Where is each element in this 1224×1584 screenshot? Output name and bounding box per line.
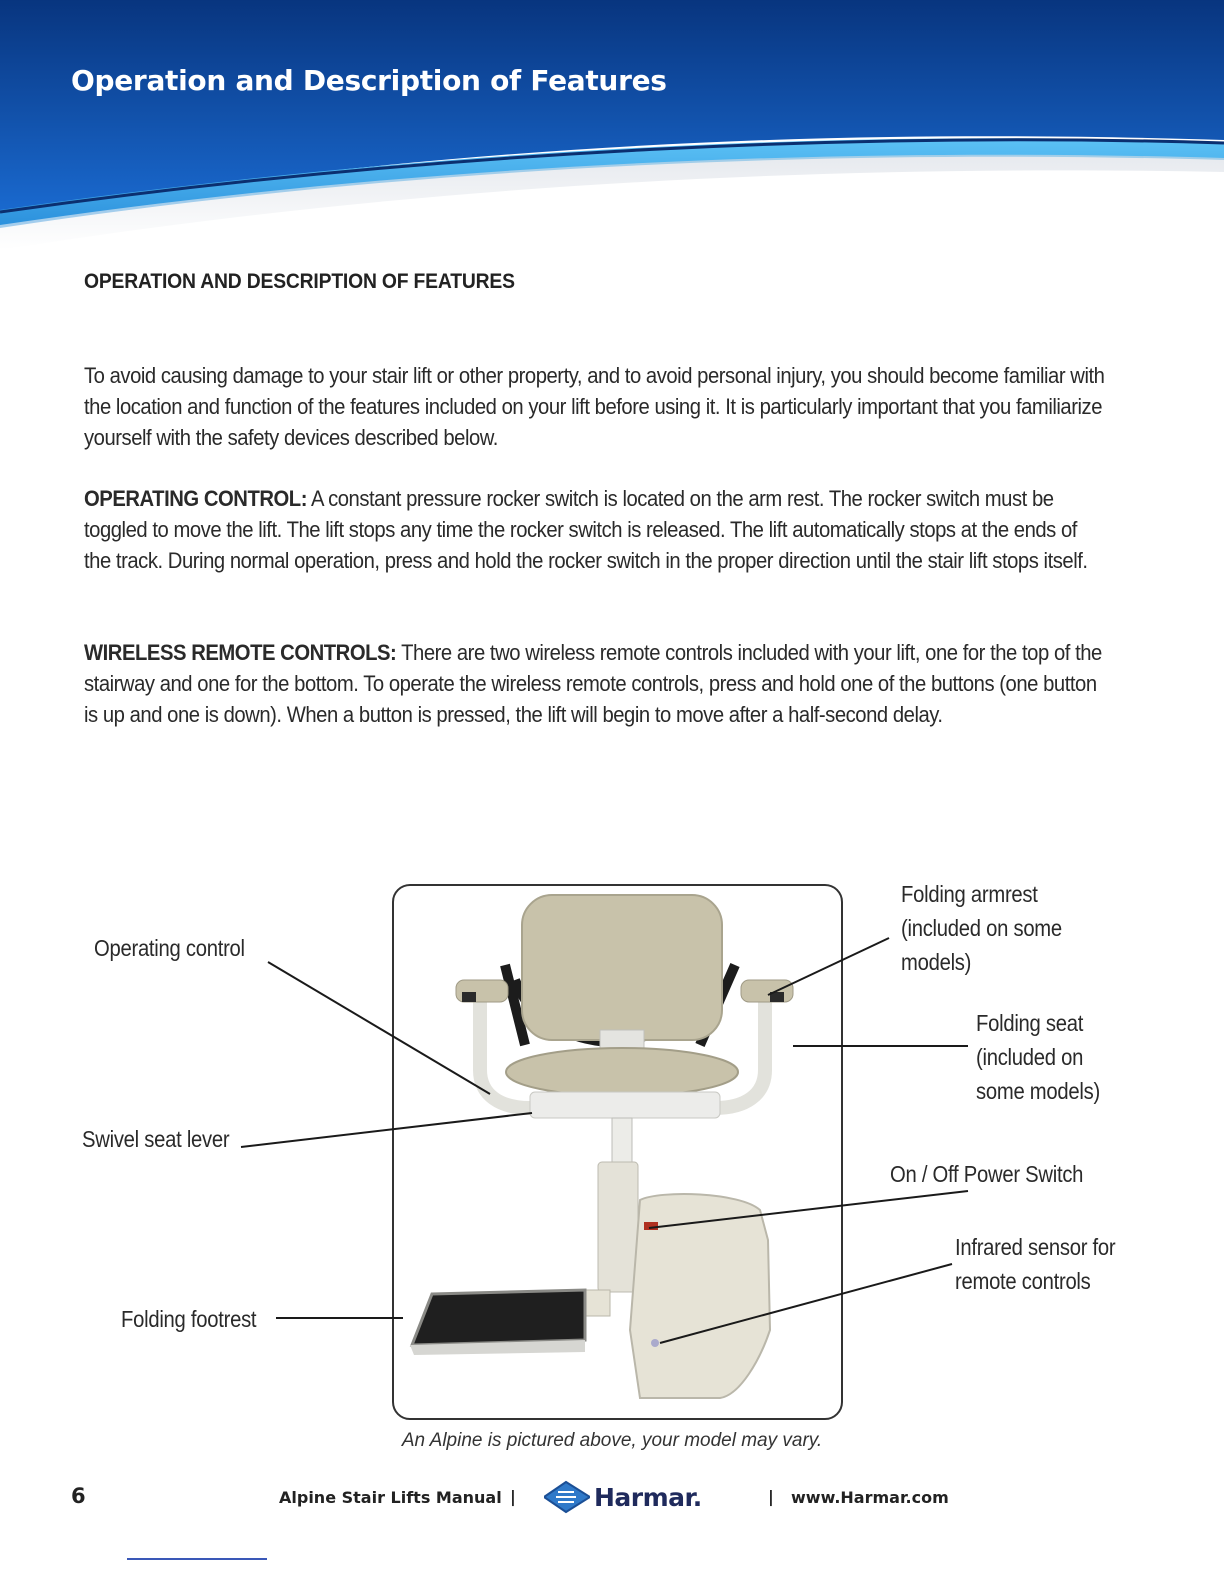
callout-folding-seat: Folding seat (included on some models) (976, 1010, 1100, 1104)
harmar-logo (544, 1480, 744, 1514)
page-footer (0, 1480, 1224, 1520)
callout-infrared-sensor: Infrared sensor for remote controls (955, 1234, 1116, 1294)
page-header-title: Operation and Description of Features (71, 64, 667, 97)
figure-caption: An Alpine is pictured above, your model may vary. (401, 1430, 823, 1451)
intro-paragraph: To avoid causing damage to your stair lift or other property, and to avoid personal injury, you should become familiar with the location and function of the features included on your lift before using it. It is particularly important that you familiarize yourself with the safety devices described below. (84, 363, 1105, 450)
callout-folding-armrest: Folding armrest (included on some models) (901, 881, 1062, 975)
operating-control-paragraph (84, 483, 1105, 576)
stair-lift-photo-frame (392, 884, 843, 1420)
wireless-remote-paragraph (84, 637, 1105, 730)
wireless-remote-label: WIRELESS REMOTE CONTROLS: (84, 640, 397, 665)
bottom-rule (127, 1558, 267, 1560)
footer-separator-left: | (510, 1487, 516, 1506)
callout-folding-footrest: Folding footrest (121, 1306, 257, 1332)
website-link[interactable]: www.Harmar.com (791, 1488, 949, 1507)
operating-control-text: A constant pressure rocker switch is located on the arm rest. The rocker switch must be toggled to move the lift. The lift stops any time the rocker switch is released. The lift automatically stops at the ends of the track. During normal operation, press and hold the rocker switch in the proper direction until the stair lift stops itself. (84, 486, 1088, 573)
wireless-remote-text: There are two wireless remote controls included with your lift, one for the top of the stairway and one for the bottom. To operate the wireless remote controls, press and hold one of the buttons (one button is up and one is down). When a button is pressed, the lift will begin to move after a half-second delay. (84, 640, 1102, 727)
footer-separator-right: | (768, 1487, 774, 1506)
page-number: 6 (71, 1484, 86, 1508)
operating-control-label: OPERATING CONTROL: (84, 486, 307, 511)
header-banner (0, 0, 1224, 260)
harmar-logo-icon (544, 1480, 590, 1514)
harmar-logo-text: Harmar. (594, 1483, 702, 1512)
callout-swivel-seat-lever: Swivel seat lever (82, 1126, 230, 1152)
main-content (84, 270, 1134, 727)
callout-power-switch: On / Off Power Switch (890, 1161, 1084, 1187)
header-wave-graphic (0, 0, 1224, 260)
callout-operating-control: Operating control (94, 935, 245, 961)
section-heading: OPERATION AND DESCRIPTION OF FEATURES (84, 270, 515, 293)
manual-title: Alpine Stair Lifts Manual (279, 1488, 502, 1507)
